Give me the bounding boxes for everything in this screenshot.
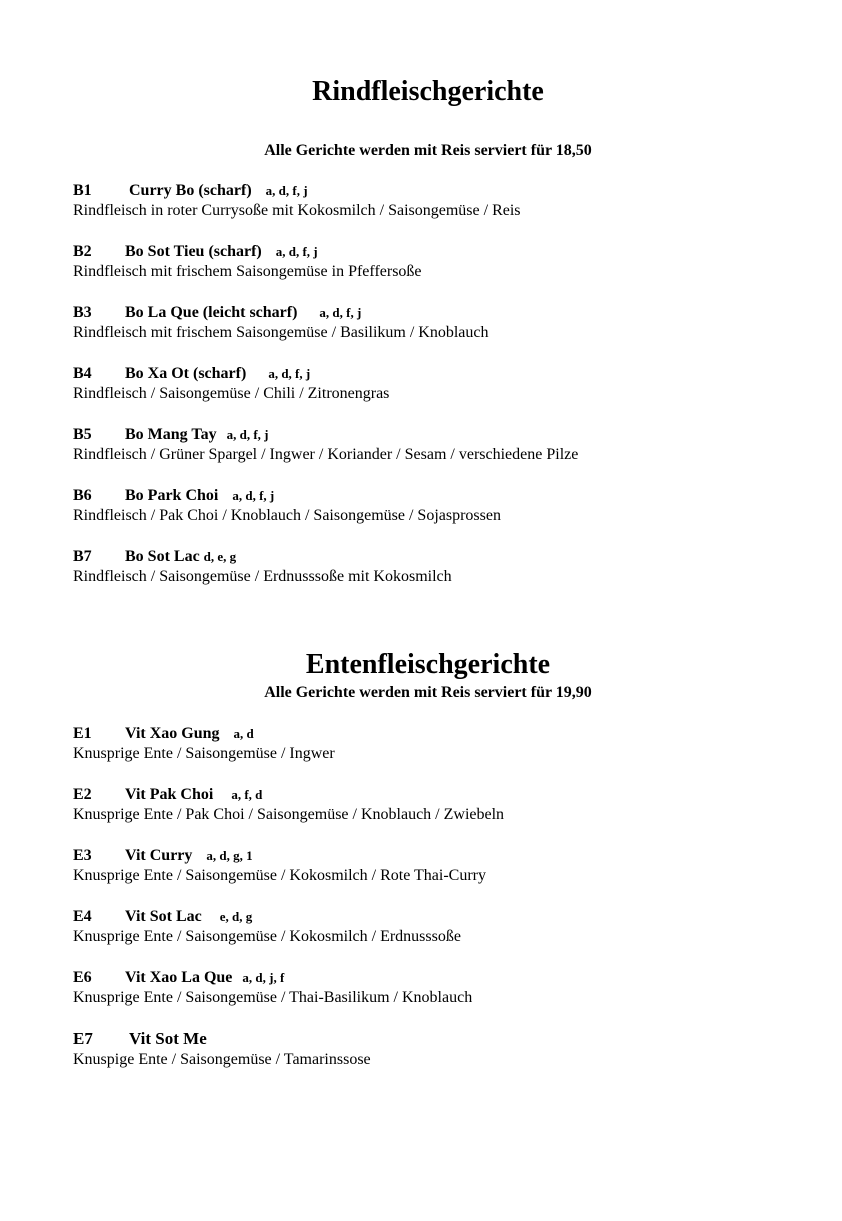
item-code: B1 [73, 182, 92, 199]
item-name: Vit Sot Lac [125, 908, 202, 925]
item-name: Bo Xa Ot (scharf) [125, 365, 247, 382]
menu-item-e6 [73, 968, 813, 1008]
menu-item-b5 [73, 425, 813, 465]
item-allergens: a, d, f, j [226, 427, 269, 442]
item-heading [73, 968, 813, 988]
item-heading [73, 907, 813, 927]
item-description: Rindfleisch / Saisongemüse / Erdnusssoße mit Kokosmilch [73, 568, 452, 585]
item-allergens: a, d, f, j [265, 183, 308, 198]
section-title-duck: Entenfleischgerichte [305, 649, 551, 680]
item-code: B2 [73, 243, 92, 260]
item-allergens: a, d, g, 1 [206, 848, 253, 863]
item-name: Bo Sot Lac [125, 548, 200, 565]
item-description: Rindfleisch in roter Currysoße mit Kokosmilch / Saisongemüse / Reis [73, 202, 521, 219]
item-code: B6 [73, 487, 92, 504]
item-allergens: a, d [233, 726, 254, 741]
menu-item-e3 [73, 846, 813, 886]
item-name: Bo La Que (leicht scharf) [125, 304, 298, 321]
item-code: E7 [73, 1029, 93, 1048]
item-allergens: a, d, f, j [319, 305, 362, 320]
menu-item-e7 [73, 1029, 813, 1070]
item-heading [73, 846, 813, 866]
item-code: B3 [73, 304, 92, 321]
item-code: B5 [73, 426, 92, 443]
menu-item-b2 [73, 242, 813, 282]
menu-item-b4 [73, 364, 813, 404]
item-name: Vit Sot Me [129, 1029, 207, 1048]
item-description: Knuspige Ente / Saisongemüse / Tamarinssose [73, 1051, 371, 1068]
item-allergens: a, d, f, j [275, 244, 318, 259]
section-title-beef: Rindfleischgerichte [312, 76, 544, 107]
item-heading [73, 785, 813, 805]
menu-item-e2 [73, 785, 813, 825]
item-description: Knusprige Ente / Saisongemüse / Ingwer [73, 745, 335, 762]
item-heading [73, 181, 813, 201]
item-name: Vit Xao La Que [125, 969, 233, 986]
menu-item-b3 [73, 303, 813, 343]
item-heading [73, 1029, 813, 1050]
item-code: B4 [73, 365, 92, 382]
item-code: E4 [73, 908, 92, 925]
section-subtitle-duck: Alle Gerichte werden mit Reis serviert für 19,90 [264, 684, 592, 701]
item-description: Rindfleisch / Pak Choi / Knoblauch / Saisongemüse / Sojasprossen [73, 507, 501, 524]
menu-item-b7 [73, 547, 813, 587]
item-name: Bo Park Choi [125, 487, 219, 504]
section-subtitle-beef: Alle Gerichte werden mit Reis serviert für 18,50 [264, 142, 592, 159]
item-name: Vit Pak Choi [125, 786, 214, 803]
item-allergens: a, d, f, j [232, 488, 275, 503]
menu-item-b1 [73, 181, 813, 221]
item-description: Rindfleisch mit frischem Saisongemüse / Basilikum / Knoblauch [73, 324, 489, 341]
item-description: Knusprige Ente / Saisongemüse / Thai-Basilikum / Knoblauch [73, 989, 473, 1006]
item-heading [73, 364, 813, 384]
item-description: Knusprige Ente / Saisongemüse / Kokosmilch / Erdnusssoße [73, 928, 461, 945]
item-description: Rindfleisch mit frischem Saisongemüse in Pfeffersoße [73, 263, 422, 280]
item-description: Knusprige Ente / Pak Choi / Saisongemüse / Knoblauch / Zwiebeln [73, 806, 505, 823]
item-heading [73, 242, 813, 262]
menu-item-e1 [73, 724, 813, 764]
item-code: E2 [73, 786, 92, 803]
item-heading [73, 486, 813, 506]
item-heading [73, 303, 813, 323]
item-code: B7 [73, 548, 92, 565]
item-name: Curry Bo (scharf) [129, 182, 252, 199]
item-name: Vit Xao Gung [125, 725, 220, 742]
menu-item-e4 [73, 907, 813, 947]
item-description: Knusprige Ente / Saisongemüse / Kokosmilch / Rote Thai-Curry [73, 867, 486, 884]
menu-item-b6 [73, 486, 813, 526]
item-description: Rindfleisch / Saisongemüse / Chili / Zitronengras [73, 385, 390, 402]
item-heading [73, 547, 813, 567]
item-allergens: a, f, d [231, 787, 263, 802]
item-name: Vit Curry [125, 847, 193, 864]
item-allergens: a, d, f, j [268, 366, 311, 381]
item-code: E1 [73, 725, 92, 742]
item-code: E6 [73, 969, 92, 986]
item-name: Bo Mang Tay [125, 426, 217, 443]
item-description: Rindfleisch / Grüner Spargel / Ingwer / Koriander / Sesam / verschiedene Pilze [73, 446, 579, 463]
item-heading [73, 425, 813, 445]
item-heading [73, 724, 813, 744]
item-allergens: d, e, g [203, 549, 237, 564]
item-allergens: a, d, j, f [242, 970, 285, 985]
item-name: Bo Sot Tieu (scharf) [125, 243, 262, 260]
item-allergens: e, d, g [219, 909, 253, 924]
item-code: E3 [73, 847, 92, 864]
